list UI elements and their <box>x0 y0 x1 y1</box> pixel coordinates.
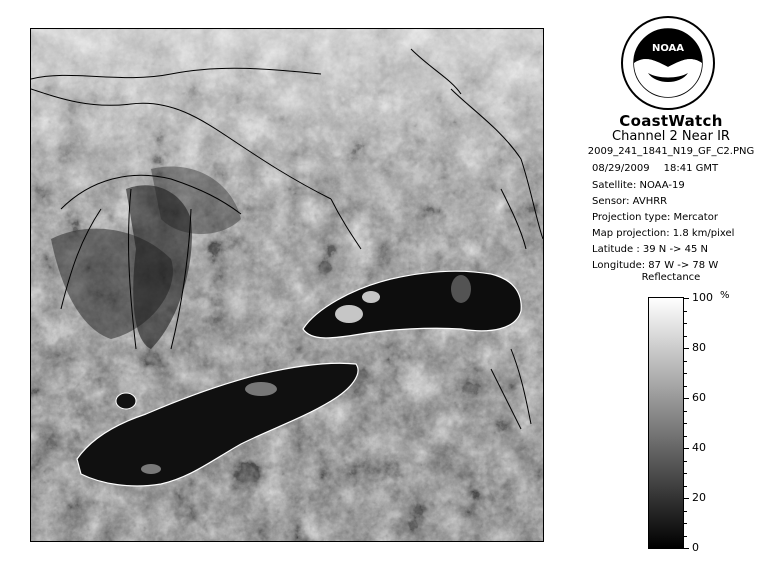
colorbar-axis <box>684 291 744 554</box>
colorbar-minor-tick <box>684 461 687 462</box>
projection-type-label: Projection type: Mercator <box>592 212 718 223</box>
noaa-logo-icon <box>620 15 716 111</box>
colorbar-minor-tick <box>684 473 687 474</box>
satellite-label: Satellite: NOAA-19 <box>592 180 685 191</box>
colorbar-minor-tick <box>684 536 687 537</box>
colorbar-minor-tick <box>684 523 687 524</box>
colorbar-tick <box>684 348 689 349</box>
colorbar-tick <box>684 448 689 449</box>
map-projection-label: Map projection: 1.8 km/pixel <box>592 228 735 239</box>
colorbar-minor-tick <box>684 373 687 374</box>
noaa-logo-text: NOAA <box>651 43 685 54</box>
colorbar-minor-tick <box>684 486 687 487</box>
colorbar-minor-tick <box>684 411 687 412</box>
satellite-image <box>31 29 543 541</box>
colorbar-minor-tick <box>684 336 687 337</box>
colorbar-tick-label: 40 <box>692 441 706 454</box>
colorbar-minor-tick <box>684 511 687 512</box>
sensor-label: Sensor: AVHRR <box>592 196 668 207</box>
legend-unit: % <box>720 290 730 301</box>
colorbar-tick <box>684 548 689 549</box>
channel-name: Channel 2 Near IR <box>612 129 730 144</box>
info-panel <box>560 0 782 572</box>
colorbar-minor-tick <box>684 423 687 424</box>
colorbar-tick-label: 60 <box>692 391 706 404</box>
colorbar-tick-label: 80 <box>692 341 706 354</box>
colorbar-tick-label: 100 <box>692 291 713 304</box>
satellite-image-panel <box>30 28 544 542</box>
colorbar-tick <box>684 298 689 299</box>
colorbar-minor-tick <box>684 311 687 312</box>
colorbar-minor-tick <box>684 436 687 437</box>
colorbar-tick-label: 20 <box>692 491 706 504</box>
colorbar-minor-tick <box>684 386 687 387</box>
product-name: CoastWatch <box>619 112 723 130</box>
colorbar-tick-label: 0 <box>692 541 699 554</box>
colorbar-minor-tick <box>684 323 687 324</box>
reflectance-colorbar <box>648 297 684 549</box>
file-name: 2009_241_1841_N19_GF_C2.PNG <box>587 146 755 157</box>
colorbar-tick <box>684 498 689 499</box>
image-time: 18:41 GMT <box>663 163 719 174</box>
latitude-label: Latitude : 39 N -> 45 N <box>592 244 708 255</box>
datetime-line <box>592 163 718 174</box>
colorbar-minor-tick <box>684 361 687 362</box>
legend-title: Reflectance <box>641 272 701 283</box>
image-date: 08/29/2009 <box>592 163 650 174</box>
longitude-label: Longitude: 87 W -> 78 W <box>592 260 719 271</box>
colorbar-tick <box>684 398 689 399</box>
